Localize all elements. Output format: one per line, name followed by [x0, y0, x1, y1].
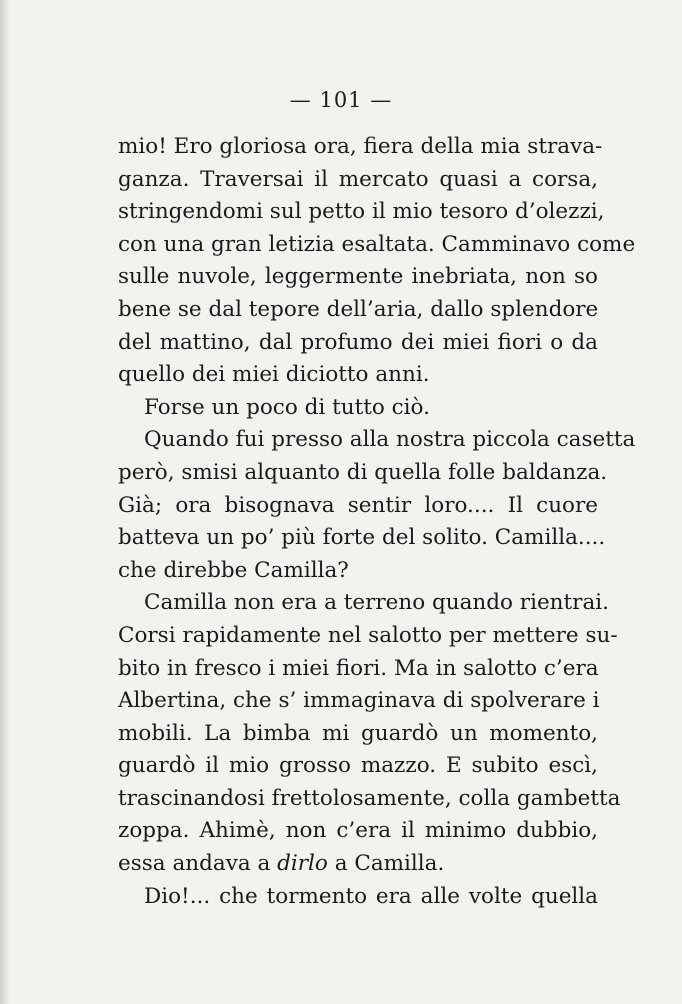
- text-line: [118, 848, 598, 881]
- text-line: con una gran letizia esaltata. Camminavo come: [118, 231, 636, 257]
- text-line: trascinandosi frettolosamente, colla gambetta: [118, 785, 621, 811]
- text-line: Quando fui presso alla nostra piccola casetta: [144, 427, 636, 453]
- text-line: Albertina, che s’ immaginava di spolverare i: [118, 688, 600, 714]
- text-segment: a Camilla.: [327, 851, 445, 877]
- text-line: Camilla non era a terreno quando rientrai.: [144, 590, 609, 616]
- text-line: quello dei miei diciotto anni.: [118, 362, 430, 388]
- text-line: bene se dal tepore dell’aria, dallo splendore: [118, 296, 599, 322]
- text-line: mio! Ero gloriosa ora, fiera della mia strava-: [118, 134, 603, 159]
- text-line: stringendomi sul petto il mio tesoro d’olezzi,: [118, 199, 605, 225]
- text-line: del mattino, dal profumo dei miei fiori o da: [118, 329, 598, 355]
- italic-word: dirlo: [277, 851, 328, 877]
- text-segment: essa andava a: [118, 851, 278, 877]
- text-line: Corsi rapidamente nel salotto per mettere su-: [118, 622, 618, 648]
- text-line: bito in fresco i miei fiori. Ma in salotto c’era: [118, 655, 599, 681]
- page-number-header: — 101 —: [289, 88, 393, 112]
- text-line: però, smisi alquanto di quella folle baldanza.: [118, 459, 608, 485]
- body-text: [118, 131, 636, 913]
- text-line: Dio!... che tormento era alle volte quella: [144, 883, 598, 909]
- text-line: ganza. Traversai il mercato quasi a corsa,: [118, 166, 598, 192]
- text-line: zoppa. Ahimè, non c’era il minimo dubbio,: [118, 818, 598, 844]
- text-line: mobili. La bimba mi guardò un momento,: [118, 720, 598, 746]
- text-line: guardò il mio grosso mazzo. E subito escì,: [118, 753, 598, 779]
- text-line: sulle nuvole, leggermente inebriata, non so: [118, 264, 598, 290]
- text-line: che direbbe Camilla?: [118, 557, 349, 583]
- text-line: Forse un poco di tutto ciò.: [144, 394, 430, 420]
- text-line: batteva un po’ più forte del solito. Camilla....: [118, 525, 606, 551]
- text-line: Già; ora bisognava sentir loro.... Il cuore: [118, 492, 598, 518]
- page-binding-edge: [0, 0, 10, 1004]
